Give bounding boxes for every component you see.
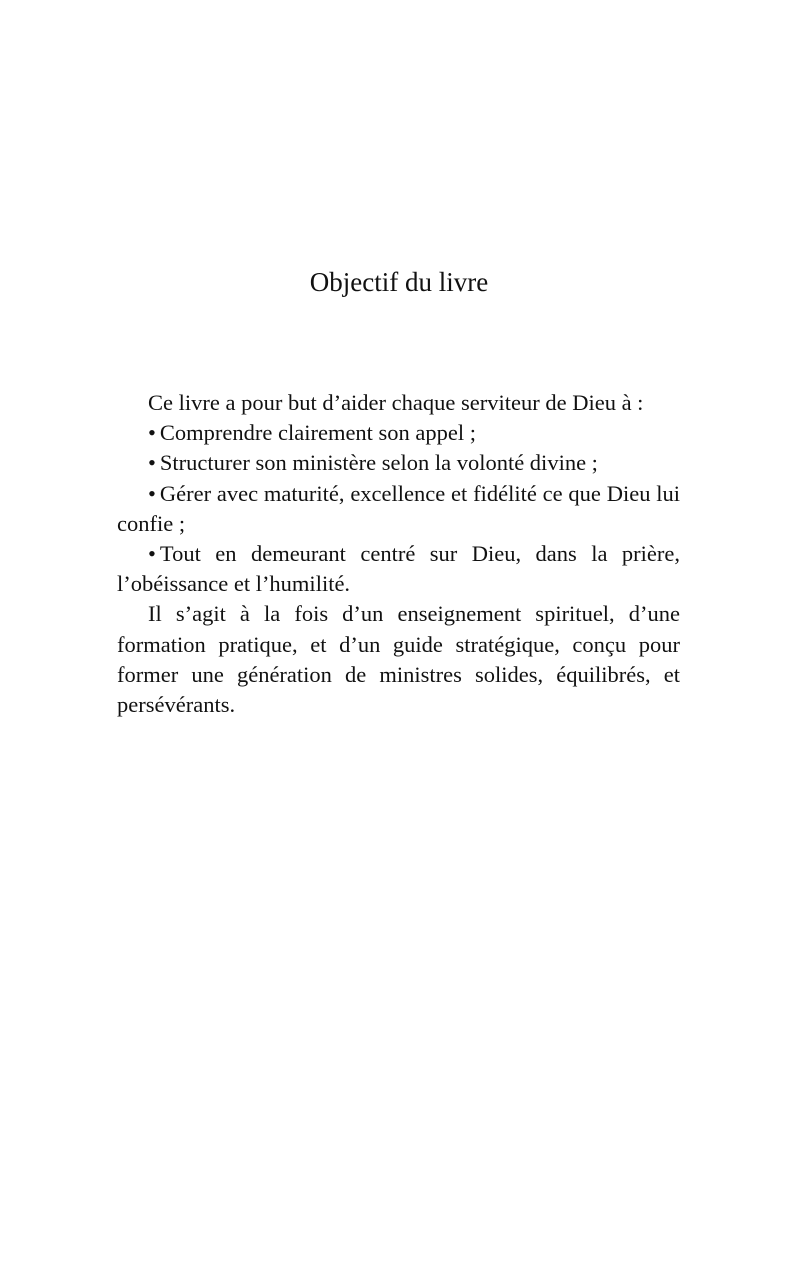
bullet-text: Structurer son ministère selon la volonté divine ; bbox=[159, 450, 598, 476]
bullet-text: Tout en demeurant centré sur Dieu, dans la prière, l’obéissance et l’humilité. bbox=[117, 541, 680, 597]
bullet-icon: • bbox=[148, 541, 156, 567]
bullet-text: Comprendre clairement son appel ; bbox=[159, 420, 477, 446]
body-text bbox=[117, 388, 680, 720]
bullet-icon: • bbox=[148, 420, 156, 446]
intro-paragraph: Ce livre a pour but d’aider chaque serviteur de Dieu à : bbox=[148, 390, 644, 415]
bullet-item bbox=[117, 479, 680, 539]
bullet-icon: • bbox=[148, 480, 156, 506]
page-title: Objectif du livre bbox=[309, 267, 489, 297]
bullet-text: Gérer avec maturité, excellence et fidélité ce que Dieu lui confie ; bbox=[117, 480, 680, 536]
bullet-item bbox=[117, 448, 680, 478]
bullet-icon: • bbox=[148, 450, 156, 476]
bullet-item bbox=[117, 539, 680, 599]
conclusion-paragraph: Il s’agit à la fois d’un enseignement spirituel, d’une formation pratique, et d’un guide stratégique, conçu pour former une génération de ministres solides, équilibrés, et persévérants. bbox=[117, 601, 680, 718]
bullet-item bbox=[117, 418, 680, 448]
